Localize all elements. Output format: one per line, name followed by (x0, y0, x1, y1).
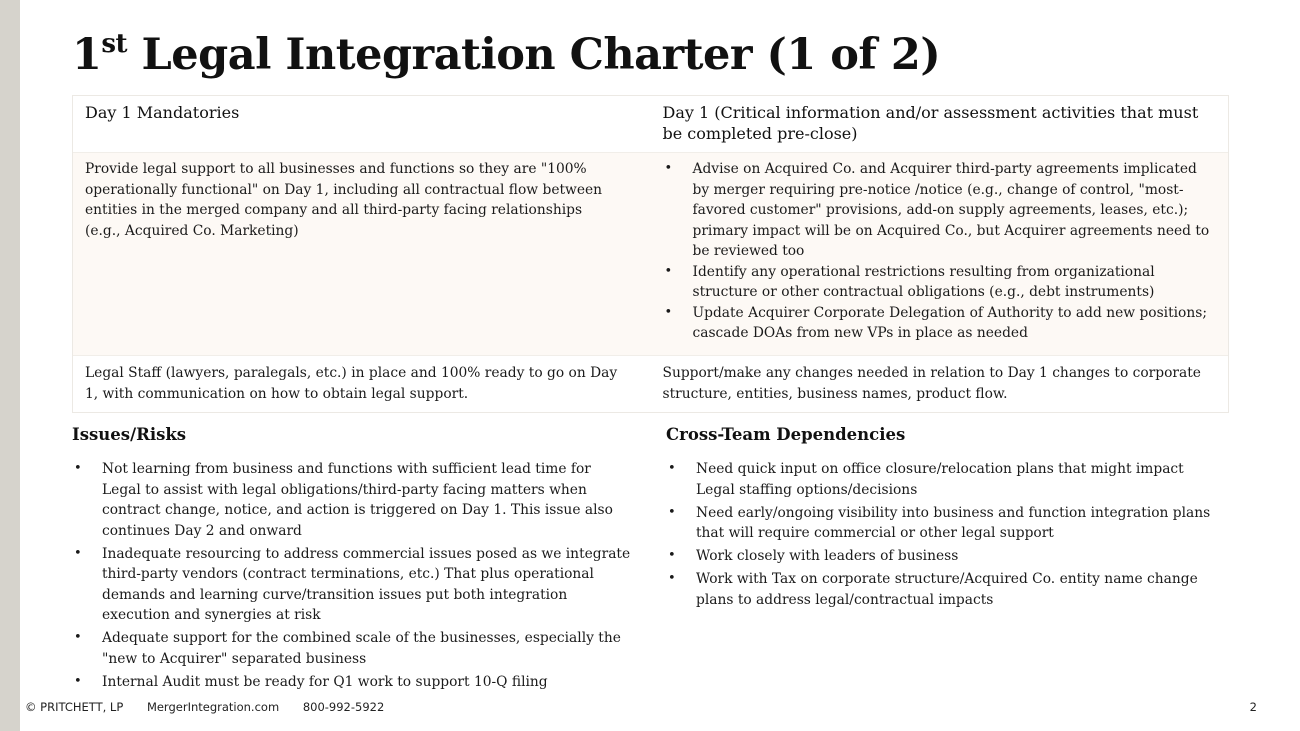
table-row (73, 153, 1228, 355)
left-accent-bar (0, 0, 20, 731)
page-title: 1st Legal Integration Charter (1 of 2) (72, 28, 941, 80)
list-item: • Work closely with leaders of business (666, 546, 1226, 567)
list-item: • Advise on Acquired Co. and Acquirer third-party agreements implicated by merger requiring pre-notice /notice (e.g., change of control, "most-favored customer" provisions, add-on supply agreements, leases, etc.); primary impact will be on Acquired Co., but Acquirer agreements need to be reviewed too (663, 159, 1217, 262)
list-item: • Adequate support for the combined scale of the businesses, especially the "new to Acquirer" separated business (72, 628, 632, 669)
list-item: • Not learning from business and functions with sufficient lead time for Legal to assist with legal obligations/third-party facing matters when contract change, notice, and action is triggered on Day 1. This issue also continues Day 2 and onward (72, 459, 632, 541)
footer-website: MergerIntegration.com (146, 700, 280, 714)
list-item: • Need quick input on office closure/relocation plans that might impact Legal staffing options/decisions (666, 459, 1226, 500)
page-number: 2 (1249, 700, 1257, 714)
table-header-row (73, 96, 1228, 153)
charter-table (72, 95, 1229, 413)
list-item: • Inadequate resourcing to address commercial issues posed as we integrate third-party vendors (contract terminations, etc.) That plus operational demands and learning curve/transition issues put both integration execution and synergies at risk (72, 544, 632, 626)
title-superscript: st (101, 28, 128, 59)
cross-team-dependencies-list (666, 459, 1226, 613)
row2-right-cell: Support/make any changes needed in relation to Day 1 changes to corporate structure, entities, business names, product flow. (662, 365, 1201, 402)
header-day1-critical-info: Day 1 (Critical information and/or assessment activities that must be completed pre-close) (662, 103, 1199, 143)
row1-right-cell (651, 153, 1229, 355)
row1-left-cell: Provide legal support to all businesses and functions so they are "100% operationally functional" on Day 1, including all contractual flow between entities in the merged company and all third-party facing relationships (e.g., Acquired Co. Marketing) (85, 161, 603, 239)
list-item: • Update Acquirer Corporate Delegation of Authority to add new positions; cascade DOAs from new VPs in place as needed (663, 303, 1217, 344)
list-item: • Work with Tax on corporate structure/Acquired Co. entity name change plans to address legal/contractual impacts (666, 569, 1226, 610)
issues-risks-list (72, 459, 632, 695)
table-row (73, 355, 1228, 412)
list-item: • Need early/ongoing visibility into business and function integration plans that will require commercial or other legal support (666, 503, 1226, 544)
footer-phone: 800-992-5922 (302, 700, 385, 714)
row2-left-cell: Legal Staff (lawyers, paralegals, etc.) in place and 100% ready to go on Day 1, with communication on how to obtain legal support. (85, 365, 618, 402)
row1-right-bullets (663, 159, 1217, 344)
footer-copyright: © PRITCHETT, LP (25, 700, 124, 714)
list-item: • Identify any operational restrictions resulting from organizational structure or other contractual obligations (e.g., debt instruments) (663, 262, 1217, 303)
footer (25, 700, 404, 714)
issues-risks-heading: Issues/Risks (72, 425, 187, 444)
cross-team-dependencies-heading: Cross-Team Dependencies (666, 425, 906, 444)
header-day1-mandatories: Day 1 Mandatories (85, 103, 240, 122)
list-item: • Internal Audit must be ready for Q1 work to support 10-Q filing (72, 672, 632, 693)
